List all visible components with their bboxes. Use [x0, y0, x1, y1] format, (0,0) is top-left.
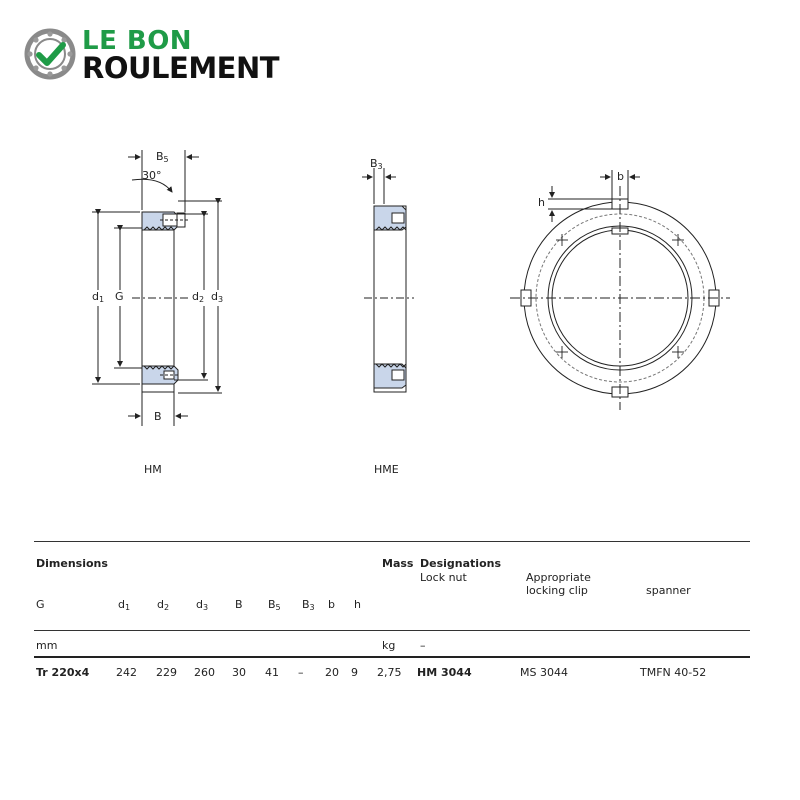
- label-b5: $B_5$: [156, 150, 169, 164]
- label-d3: $d_3$: [211, 290, 224, 304]
- col-d2: $d_2$: [157, 598, 170, 612]
- cell-d3: 260: [194, 666, 215, 679]
- cell-d2: 229: [156, 666, 177, 679]
- cell-h: 9: [351, 666, 358, 679]
- logo-text-line2: ROULEMENT: [82, 51, 280, 85]
- col-slot-b: b: [328, 598, 335, 611]
- designations-header: Designations: [420, 557, 502, 570]
- col-d3: $d_3$: [196, 598, 209, 612]
- label-g: G: [115, 290, 124, 303]
- col-g: G: [36, 598, 45, 611]
- locking-clip-header-1: Appropriate: [526, 571, 591, 584]
- logo-text-line1: LE BON: [82, 26, 193, 56]
- cell-slot-b: 20: [325, 666, 339, 679]
- dimensions-header: Dimensions: [36, 557, 108, 570]
- hme-section-view: [362, 168, 414, 392]
- col-b: B: [235, 598, 243, 611]
- label-b: B: [154, 410, 162, 423]
- label-d1: $d_1$: [92, 290, 105, 304]
- cell-clip: MS 3044: [520, 666, 568, 679]
- unit-kg: kg: [382, 639, 396, 652]
- table-top-rule: [34, 541, 750, 542]
- col-b3: $B_3$: [302, 598, 315, 612]
- unit-mm: mm: [36, 639, 58, 652]
- hm-section-view: [92, 150, 222, 426]
- col-d1: $d_1$: [118, 598, 131, 612]
- label-b3: $B_3$: [370, 157, 383, 171]
- lock-nut-header: Lock nut: [420, 571, 467, 584]
- cell-b: 30: [232, 666, 246, 679]
- label-slot-depth: h: [538, 196, 545, 209]
- cell-mass: 2,75: [377, 666, 402, 679]
- cell-d1: 242: [116, 666, 137, 679]
- cell-g: Tr 220x4: [36, 666, 90, 679]
- cell-b3: –: [298, 666, 304, 679]
- caption-hme: HME: [374, 463, 399, 476]
- locking-clip-header-2: locking clip: [526, 584, 588, 597]
- row-top-rule: [34, 656, 750, 658]
- caption-hm: HM: [144, 463, 162, 476]
- cell-spanner: TMFN 40-52: [640, 666, 707, 679]
- col-b5: $B_5$: [268, 598, 281, 612]
- label-d2: $d_2$: [192, 290, 205, 304]
- units-rule: [34, 630, 750, 631]
- label-slot-width: b: [617, 170, 624, 183]
- cell-b5: 41: [265, 666, 279, 679]
- cell-lock-nut: HM 3044: [417, 666, 472, 679]
- unit-dash: –: [420, 639, 426, 652]
- mass-header: Mass: [382, 557, 414, 570]
- col-h: h: [354, 598, 361, 611]
- spanner-header: spanner: [646, 584, 691, 597]
- label-angle: 30°: [142, 169, 162, 182]
